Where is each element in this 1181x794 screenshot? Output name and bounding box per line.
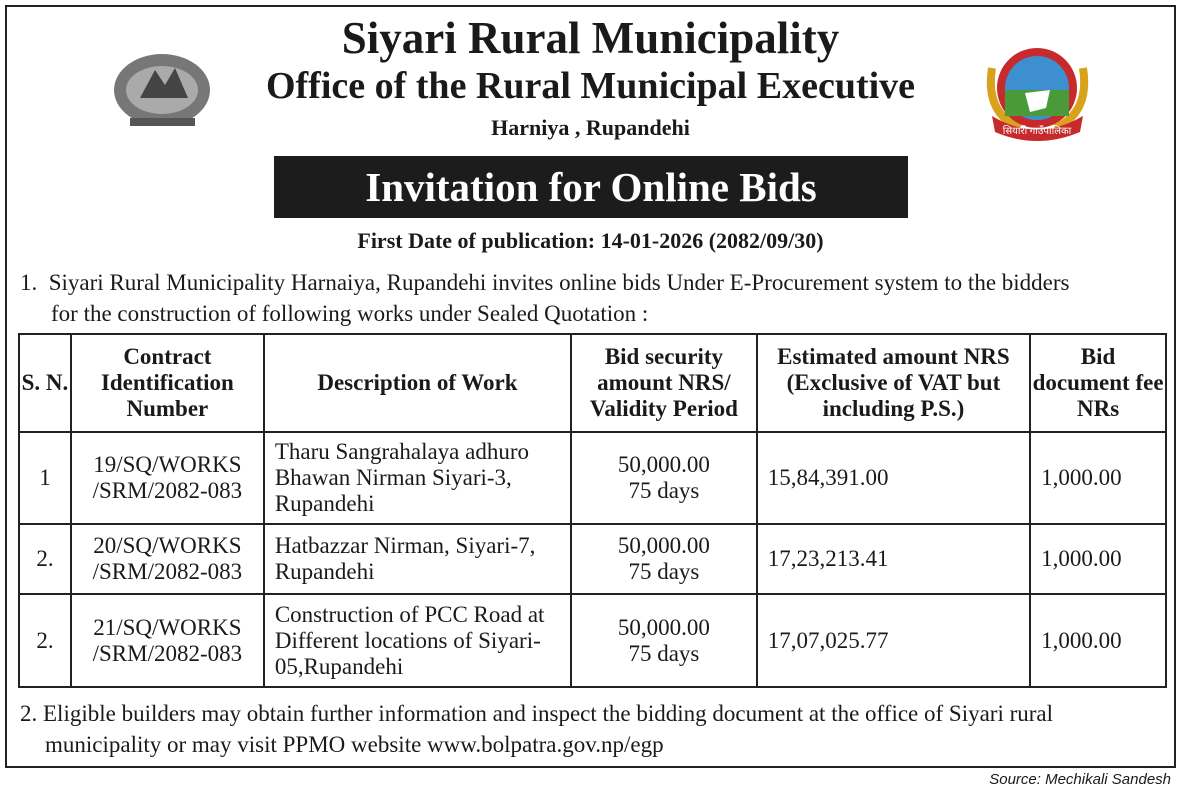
para1-line1: Siyari Rural Municipality Harnaiya, Rupandehi invites online bids Under E-Procurement system to the bidders bbox=[48, 270, 1070, 295]
cell-fee: 1,000.00 bbox=[1030, 594, 1166, 687]
header-bid-security: Bid security amount NRS/ Validity Period bbox=[571, 334, 757, 432]
paragraph-2 bbox=[20, 698, 1053, 760]
security-amount: 50,000.00 bbox=[617, 452, 710, 477]
para1-line2: for the construction of following works under Sealed Quotation : bbox=[51, 301, 649, 326]
invitation-banner: Invitation for Online Bids bbox=[274, 156, 908, 218]
office-subtitle: Office of the Rural Municipal Executive bbox=[265, 65, 916, 107]
source-credit: Source: Mechikali Sandesh bbox=[989, 771, 1171, 788]
cell-description: Construction of PCC Road at Different locations of Siyari-05,Rupandehi bbox=[264, 594, 571, 687]
paragraph-1 bbox=[20, 267, 1070, 329]
cell-description: Hatbazzar Nirman, Siyari-7, Rupandehi bbox=[264, 524, 571, 594]
cell-contract-id: 20/SQ/WORKS /SRM/2082-083 bbox=[71, 524, 264, 594]
cell-contract-id: 19/SQ/WORKS /SRM/2082-083 bbox=[71, 432, 264, 524]
cell-sn: 2. bbox=[19, 524, 71, 594]
address: Harniya , Rupandehi bbox=[491, 115, 690, 140]
cell-security bbox=[571, 432, 757, 524]
cell-fee: 1,000.00 bbox=[1030, 432, 1166, 524]
header-document-fee: Bid document fee NRs bbox=[1030, 334, 1166, 432]
table-row bbox=[19, 524, 1166, 594]
cell-fee: 1,000.00 bbox=[1030, 524, 1166, 594]
svg-text:सियारी गाउँपालिका: सियारी गाउँपालिका bbox=[1002, 126, 1072, 137]
municipality-title: Siyari Rural Municipality bbox=[341, 13, 840, 63]
cell-security bbox=[571, 524, 757, 594]
header-sn: S. N. bbox=[19, 334, 71, 432]
bids-table bbox=[18, 333, 1167, 688]
validity-period: 75 days bbox=[628, 478, 700, 503]
table-row bbox=[19, 594, 1166, 687]
table-row bbox=[19, 432, 1166, 524]
cell-description: Tharu Sangrahalaya adhuro Bhawan Nirman Siyari-3, Rupandehi bbox=[264, 432, 571, 524]
para2-line1: Eligible builders may obtain further information and inspect the bidding document at the office of Siyari rural bbox=[43, 701, 1054, 726]
cell-estimate: 17,23,213.41 bbox=[757, 524, 1030, 594]
cell-security bbox=[571, 594, 757, 687]
siyari-municipality-logo bbox=[980, 28, 1095, 150]
security-amount: 50,000.00 bbox=[617, 533, 710, 558]
para1-number: 1. bbox=[20, 270, 38, 295]
validity-period: 75 days bbox=[628, 559, 700, 584]
header-contract-id: Contract Identification Number bbox=[71, 334, 264, 432]
cell-sn: 1 bbox=[19, 432, 71, 524]
security-amount: 50,000.00 bbox=[617, 614, 710, 640]
header-estimated-amount: Estimated amount NRS (Exclusive of VAT but including P.S.) bbox=[757, 334, 1030, 432]
para2-line2: municipality or may visit PPMO website www.bolpatra.gov.np/egp bbox=[45, 732, 664, 757]
publication-date: First Date of publication: 14-01-2026 (2082/09/30) bbox=[357, 228, 824, 253]
cell-estimate: 15,84,391.00 bbox=[757, 432, 1030, 524]
validity-period: 75 days bbox=[628, 640, 700, 666]
cell-contract-id: 21/SQ/WORKS /SRM/2082-083 bbox=[71, 594, 264, 687]
cell-estimate: 17,07,025.77 bbox=[757, 594, 1030, 687]
cell-sn: 2. bbox=[19, 594, 71, 687]
table-header-row bbox=[19, 334, 1166, 432]
para2-number: 2. bbox=[20, 701, 38, 726]
header-description: Description of Work bbox=[264, 334, 571, 432]
